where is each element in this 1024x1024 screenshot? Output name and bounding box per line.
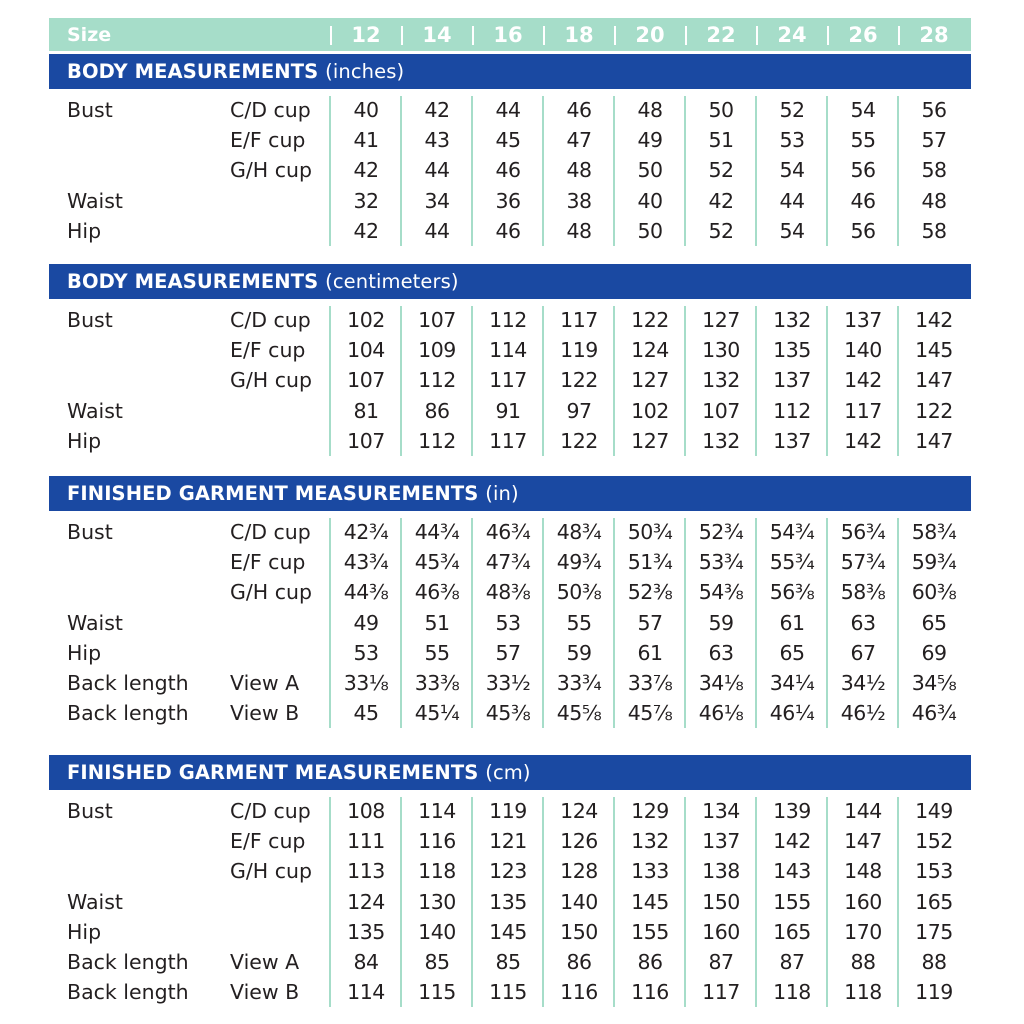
value-cell: 51 bbox=[424, 610, 450, 635]
value-cell: 117 bbox=[702, 980, 740, 1005]
value-cell: 148 bbox=[844, 859, 882, 884]
value-cell: 123 bbox=[489, 859, 527, 884]
value-cell: 88 bbox=[921, 950, 947, 974]
value-cell: 153 bbox=[915, 859, 953, 884]
value-cell: 59 bbox=[566, 640, 592, 665]
value-cell: 107 bbox=[702, 398, 740, 423]
value-cell: 46 bbox=[495, 218, 521, 243]
value-cell: 33⅛ bbox=[343, 671, 389, 695]
section-title-text: FINISHED GARMENT MEASUREMENTS bbox=[67, 761, 479, 784]
row-sublabel: E/F cup bbox=[230, 338, 306, 363]
size-24: 24 bbox=[777, 23, 807, 47]
value-cell: 175 bbox=[915, 919, 953, 944]
value-cell: 52⅜ bbox=[627, 580, 673, 605]
value-cell: 43 bbox=[424, 128, 450, 153]
table-row bbox=[0, 305, 1024, 335]
value-cell: 132 bbox=[702, 368, 740, 393]
table-row bbox=[0, 796, 1024, 826]
value-cell: 150 bbox=[560, 919, 598, 944]
row-label: Waist bbox=[67, 398, 123, 423]
row-sublabel: View A bbox=[230, 950, 300, 974]
value-cell: 65 bbox=[921, 610, 947, 635]
value-cell: 45⅞ bbox=[627, 701, 673, 726]
row-sublabel: G/H cup bbox=[230, 580, 312, 605]
value-cell: 49 bbox=[353, 610, 379, 635]
value-cell: 122 bbox=[915, 398, 953, 423]
row-label: Back length bbox=[67, 671, 189, 695]
value-cell: 115 bbox=[418, 980, 456, 1005]
value-cell: 45¾ bbox=[414, 550, 460, 575]
value-cell: 152 bbox=[915, 829, 953, 854]
value-cell: 48 bbox=[921, 188, 947, 213]
value-cell: 55 bbox=[850, 128, 876, 153]
value-cell: 135 bbox=[773, 338, 811, 363]
size-14: 14 bbox=[422, 23, 452, 47]
row-label: Hip bbox=[67, 919, 102, 944]
value-cell: 44 bbox=[424, 218, 450, 243]
value-cell: 124 bbox=[347, 889, 385, 914]
value-cell: 114 bbox=[418, 799, 456, 823]
table-row bbox=[0, 577, 1024, 607]
value-cell: 144 bbox=[844, 799, 882, 823]
row-sublabel: C/D cup bbox=[230, 799, 311, 823]
row-label: Back length bbox=[67, 701, 189, 726]
value-cell: 118 bbox=[418, 859, 456, 884]
value-cell: 53¾ bbox=[698, 550, 744, 575]
value-cell: 42 bbox=[353, 218, 379, 243]
value-cell: 63 bbox=[708, 640, 734, 665]
value-cell: 57 bbox=[637, 610, 663, 635]
value-cell: 63 bbox=[850, 610, 876, 635]
value-cell: 117 bbox=[489, 428, 527, 453]
table-row bbox=[0, 608, 1024, 638]
value-cell: 118 bbox=[844, 980, 882, 1005]
size-22: 22 bbox=[706, 23, 736, 47]
table-row bbox=[0, 125, 1024, 155]
value-cell: 42 bbox=[708, 188, 734, 213]
value-cell: 33⅜ bbox=[414, 671, 460, 695]
value-cell: 61 bbox=[779, 610, 805, 635]
value-cell: 48 bbox=[566, 158, 592, 183]
value-cell: 58 bbox=[921, 218, 947, 243]
row-sublabel: E/F cup bbox=[230, 829, 306, 854]
value-cell: 129 bbox=[631, 799, 669, 823]
section-unit: (inches) bbox=[325, 60, 405, 83]
value-cell: 116 bbox=[560, 980, 598, 1005]
value-cell: 48¾ bbox=[556, 520, 602, 544]
row-label: Hip bbox=[67, 428, 102, 453]
row-sublabel: E/F cup bbox=[230, 128, 306, 153]
value-cell: 50¾ bbox=[627, 520, 673, 544]
value-cell: 85 bbox=[424, 950, 450, 974]
table-row bbox=[0, 698, 1024, 728]
value-cell: 53 bbox=[779, 128, 805, 153]
size-label: Size bbox=[67, 24, 112, 46]
row-label: Hip bbox=[67, 218, 102, 243]
value-cell: 119 bbox=[915, 980, 953, 1005]
value-cell: 44 bbox=[424, 158, 450, 183]
value-cell: 40 bbox=[637, 188, 663, 213]
table-row bbox=[0, 186, 1024, 216]
value-cell: 46½ bbox=[840, 701, 886, 726]
value-cell: 49 bbox=[637, 128, 663, 153]
value-cell: 67 bbox=[850, 640, 876, 665]
value-cell: 56¾ bbox=[840, 520, 886, 544]
value-cell: 135 bbox=[347, 919, 385, 944]
value-cell: 47 bbox=[566, 128, 592, 153]
value-cell: 53 bbox=[353, 640, 379, 665]
value-cell: 140 bbox=[418, 919, 456, 944]
size-26: 26 bbox=[848, 23, 878, 47]
value-cell: 84 bbox=[353, 950, 379, 974]
value-cell: 127 bbox=[631, 428, 669, 453]
value-cell: 147 bbox=[844, 829, 882, 854]
row-label: Bust bbox=[67, 520, 113, 544]
value-cell: 112 bbox=[418, 428, 456, 453]
section-header bbox=[49, 476, 971, 511]
row-label: Waist bbox=[67, 188, 123, 213]
value-cell: 55 bbox=[424, 640, 450, 665]
value-cell: 134 bbox=[702, 799, 740, 823]
value-cell: 34 bbox=[424, 188, 450, 213]
value-cell: 111 bbox=[347, 829, 385, 854]
value-cell: 138 bbox=[702, 859, 740, 884]
value-cell: 46⅜ bbox=[414, 580, 460, 605]
table-row bbox=[0, 547, 1024, 577]
value-cell: 54¾ bbox=[769, 520, 815, 544]
value-cell: 47¾ bbox=[485, 550, 531, 575]
value-cell: 88 bbox=[850, 950, 876, 974]
value-cell: 44¾ bbox=[414, 520, 460, 544]
value-cell: 115 bbox=[489, 980, 527, 1005]
section-unit: (centimeters) bbox=[325, 270, 459, 293]
value-cell: 113 bbox=[347, 859, 385, 884]
value-cell: 86 bbox=[424, 398, 450, 423]
value-cell: 147 bbox=[915, 368, 953, 393]
value-cell: 97 bbox=[566, 398, 592, 423]
row-sublabel: View B bbox=[230, 701, 300, 726]
section-title-text: BODY MEASUREMENTS bbox=[67, 270, 319, 293]
value-cell: 45 bbox=[495, 128, 521, 153]
value-cell: 42 bbox=[424, 98, 450, 122]
value-cell: 149 bbox=[915, 799, 953, 823]
size-28: 28 bbox=[919, 23, 949, 47]
value-cell: 121 bbox=[489, 829, 527, 854]
value-cell: 48 bbox=[637, 98, 663, 122]
row-label: Waist bbox=[67, 610, 123, 635]
value-cell: 45¼ bbox=[414, 701, 460, 726]
value-cell: 108 bbox=[347, 799, 385, 823]
row-sublabel: C/D cup bbox=[230, 520, 311, 544]
value-cell: 150 bbox=[702, 889, 740, 914]
value-cell: 130 bbox=[702, 338, 740, 363]
table-row bbox=[0, 517, 1024, 547]
value-cell: 127 bbox=[702, 308, 740, 332]
value-cell: 86 bbox=[566, 950, 592, 974]
value-cell: 117 bbox=[844, 398, 882, 423]
value-cell: 41 bbox=[353, 128, 379, 153]
table-row bbox=[0, 365, 1024, 395]
value-cell: 91 bbox=[495, 398, 521, 423]
value-cell: 170 bbox=[844, 919, 882, 944]
value-cell: 69 bbox=[921, 640, 947, 665]
value-cell: 53 bbox=[495, 610, 521, 635]
value-cell: 102 bbox=[347, 308, 385, 332]
section-title-text: FINISHED GARMENT MEASUREMENTS bbox=[67, 482, 479, 505]
section-unit: (in) bbox=[485, 482, 519, 505]
value-cell: 51¾ bbox=[627, 550, 673, 575]
value-cell: 44 bbox=[779, 188, 805, 213]
value-cell: 114 bbox=[347, 980, 385, 1005]
value-cell: 126 bbox=[560, 829, 598, 854]
row-sublabel: G/H cup bbox=[230, 859, 312, 884]
section-title bbox=[67, 54, 404, 89]
value-cell: 119 bbox=[489, 799, 527, 823]
value-cell: 61 bbox=[637, 640, 663, 665]
value-cell: 56⅜ bbox=[769, 580, 815, 605]
value-cell: 165 bbox=[915, 889, 953, 914]
value-cell: 54 bbox=[779, 158, 805, 183]
value-cell: 132 bbox=[773, 308, 811, 332]
row-label: Bust bbox=[67, 98, 113, 122]
value-cell: 42¾ bbox=[343, 520, 389, 544]
value-cell: 55¾ bbox=[769, 550, 815, 575]
value-cell: 128 bbox=[560, 859, 598, 884]
value-cell: 139 bbox=[773, 799, 811, 823]
value-cell: 145 bbox=[631, 889, 669, 914]
value-cell: 38 bbox=[566, 188, 592, 213]
row-sublabel: C/D cup bbox=[230, 308, 311, 332]
row-label: Bust bbox=[67, 799, 113, 823]
value-cell: 54 bbox=[779, 218, 805, 243]
value-cell: 50 bbox=[637, 158, 663, 183]
value-cell: 57 bbox=[921, 128, 947, 153]
value-cell: 46 bbox=[566, 98, 592, 122]
value-cell: 36 bbox=[495, 188, 521, 213]
size-header-row bbox=[49, 18, 971, 51]
section-unit: (cm) bbox=[485, 761, 531, 784]
table-row bbox=[0, 887, 1024, 917]
value-cell: 59¾ bbox=[911, 550, 957, 575]
value-cell: 60⅜ bbox=[911, 580, 957, 605]
value-cell: 135 bbox=[489, 889, 527, 914]
value-cell: 40 bbox=[353, 98, 379, 122]
table-row bbox=[0, 917, 1024, 947]
value-cell: 52 bbox=[708, 218, 734, 243]
value-cell: 145 bbox=[489, 919, 527, 944]
value-cell: 112 bbox=[418, 368, 456, 393]
value-cell: 44⅜ bbox=[343, 580, 389, 605]
value-cell: 34½ bbox=[840, 671, 886, 695]
table-row bbox=[0, 216, 1024, 246]
value-cell: 137 bbox=[773, 428, 811, 453]
value-cell: 54 bbox=[850, 98, 876, 122]
value-cell: 46¾ bbox=[485, 520, 531, 544]
table-row bbox=[0, 977, 1024, 1007]
row-sublabel: View A bbox=[230, 671, 300, 695]
value-cell: 155 bbox=[631, 919, 669, 944]
value-cell: 57¾ bbox=[840, 550, 886, 575]
value-cell: 48⅜ bbox=[485, 580, 531, 605]
value-cell: 137 bbox=[844, 308, 882, 332]
value-cell: 81 bbox=[353, 398, 379, 423]
value-cell: 116 bbox=[418, 829, 456, 854]
size-12: 12 bbox=[351, 23, 381, 47]
value-cell: 87 bbox=[708, 950, 734, 974]
value-cell: 155 bbox=[773, 889, 811, 914]
value-cell: 58⅜ bbox=[840, 580, 886, 605]
value-cell: 132 bbox=[631, 829, 669, 854]
value-cell: 137 bbox=[773, 368, 811, 393]
section-title bbox=[67, 264, 459, 299]
value-cell: 45 bbox=[353, 701, 379, 726]
value-cell: 87 bbox=[779, 950, 805, 974]
value-cell: 122 bbox=[560, 368, 598, 393]
row-label: Waist bbox=[67, 889, 123, 914]
value-cell: 34⅛ bbox=[698, 671, 744, 695]
section-title-text: BODY MEASUREMENTS bbox=[67, 60, 319, 83]
value-cell: 46¼ bbox=[769, 701, 815, 726]
row-label: Hip bbox=[67, 640, 102, 665]
value-cell: 50⅜ bbox=[556, 580, 602, 605]
value-cell: 65 bbox=[779, 640, 805, 665]
value-cell: 44 bbox=[495, 98, 521, 122]
value-cell: 45⅜ bbox=[485, 701, 531, 726]
value-cell: 142 bbox=[915, 308, 953, 332]
value-cell: 117 bbox=[560, 308, 598, 332]
value-cell: 122 bbox=[560, 428, 598, 453]
section-header bbox=[49, 264, 971, 299]
table-row bbox=[0, 668, 1024, 698]
value-cell: 43¾ bbox=[343, 550, 389, 575]
value-cell: 33½ bbox=[485, 671, 531, 695]
value-cell: 122 bbox=[631, 308, 669, 332]
value-cell: 33⅞ bbox=[627, 671, 673, 695]
value-cell: 52 bbox=[779, 98, 805, 122]
value-cell: 160 bbox=[702, 919, 740, 944]
size-20: 20 bbox=[635, 23, 665, 47]
row-sublabel: G/H cup bbox=[230, 158, 312, 183]
table-row bbox=[0, 638, 1024, 668]
value-cell: 130 bbox=[418, 889, 456, 914]
section-header bbox=[49, 54, 971, 89]
value-cell: 33¾ bbox=[556, 671, 602, 695]
value-cell: 147 bbox=[915, 428, 953, 453]
value-cell: 114 bbox=[489, 338, 527, 363]
value-cell: 50 bbox=[708, 98, 734, 122]
value-cell: 46¾ bbox=[911, 701, 957, 726]
value-cell: 102 bbox=[631, 398, 669, 423]
value-cell: 46 bbox=[850, 188, 876, 213]
row-label: Back length bbox=[67, 950, 189, 974]
value-cell: 140 bbox=[560, 889, 598, 914]
value-cell: 107 bbox=[347, 368, 385, 393]
row-sublabel: G/H cup bbox=[230, 368, 312, 393]
value-cell: 143 bbox=[773, 859, 811, 884]
table-row bbox=[0, 335, 1024, 365]
table-row bbox=[0, 396, 1024, 426]
table-row bbox=[0, 856, 1024, 886]
value-cell: 45⅝ bbox=[556, 701, 602, 726]
value-cell: 165 bbox=[773, 919, 811, 944]
value-cell: 117 bbox=[489, 368, 527, 393]
value-cell: 34¼ bbox=[769, 671, 815, 695]
section-title bbox=[67, 755, 531, 790]
size-16: 16 bbox=[493, 23, 523, 47]
value-cell: 56 bbox=[850, 218, 876, 243]
row-sublabel: View B bbox=[230, 980, 300, 1005]
value-cell: 107 bbox=[418, 308, 456, 332]
value-cell: 32 bbox=[353, 188, 379, 213]
table-row bbox=[0, 155, 1024, 185]
value-cell: 137 bbox=[702, 829, 740, 854]
size-18: 18 bbox=[564, 23, 594, 47]
value-cell: 57 bbox=[495, 640, 521, 665]
value-cell: 133 bbox=[631, 859, 669, 884]
value-cell: 109 bbox=[418, 338, 456, 363]
value-cell: 56 bbox=[850, 158, 876, 183]
value-cell: 116 bbox=[631, 980, 669, 1005]
value-cell: 42 bbox=[353, 158, 379, 183]
value-cell: 59 bbox=[708, 610, 734, 635]
value-cell: 127 bbox=[631, 368, 669, 393]
value-cell: 46⅛ bbox=[698, 701, 744, 726]
value-cell: 104 bbox=[347, 338, 385, 363]
table-row bbox=[0, 95, 1024, 125]
table-row bbox=[0, 426, 1024, 456]
value-cell: 58 bbox=[921, 158, 947, 183]
section-header bbox=[49, 755, 971, 790]
value-cell: 132 bbox=[702, 428, 740, 453]
row-label: Bust bbox=[67, 308, 113, 332]
value-cell: 46 bbox=[495, 158, 521, 183]
value-cell: 85 bbox=[495, 950, 521, 974]
value-cell: 160 bbox=[844, 889, 882, 914]
value-cell: 34⅝ bbox=[911, 671, 957, 695]
value-cell: 112 bbox=[489, 308, 527, 332]
row-sublabel: C/D cup bbox=[230, 98, 311, 122]
value-cell: 142 bbox=[844, 428, 882, 453]
value-cell: 58¾ bbox=[911, 520, 957, 544]
value-cell: 112 bbox=[773, 398, 811, 423]
value-cell: 124 bbox=[631, 338, 669, 363]
value-cell: 142 bbox=[844, 368, 882, 393]
value-cell: 145 bbox=[915, 338, 953, 363]
value-cell: 52 bbox=[708, 158, 734, 183]
value-cell: 50 bbox=[637, 218, 663, 243]
value-cell: 124 bbox=[560, 799, 598, 823]
table-row bbox=[0, 947, 1024, 977]
value-cell: 118 bbox=[773, 980, 811, 1005]
value-cell: 48 bbox=[566, 218, 592, 243]
value-cell: 54⅜ bbox=[698, 580, 744, 605]
value-cell: 142 bbox=[773, 829, 811, 854]
value-cell: 107 bbox=[347, 428, 385, 453]
row-label: Back length bbox=[67, 980, 189, 1005]
value-cell: 86 bbox=[637, 950, 663, 974]
value-cell: 55 bbox=[566, 610, 592, 635]
value-cell: 140 bbox=[844, 338, 882, 363]
section-title bbox=[67, 476, 519, 511]
value-cell: 51 bbox=[708, 128, 734, 153]
table-row bbox=[0, 826, 1024, 856]
value-cell: 52¾ bbox=[698, 520, 744, 544]
value-cell: 49¾ bbox=[556, 550, 602, 575]
value-cell: 119 bbox=[560, 338, 598, 363]
row-sublabel: E/F cup bbox=[230, 550, 306, 575]
value-cell: 56 bbox=[921, 98, 947, 122]
